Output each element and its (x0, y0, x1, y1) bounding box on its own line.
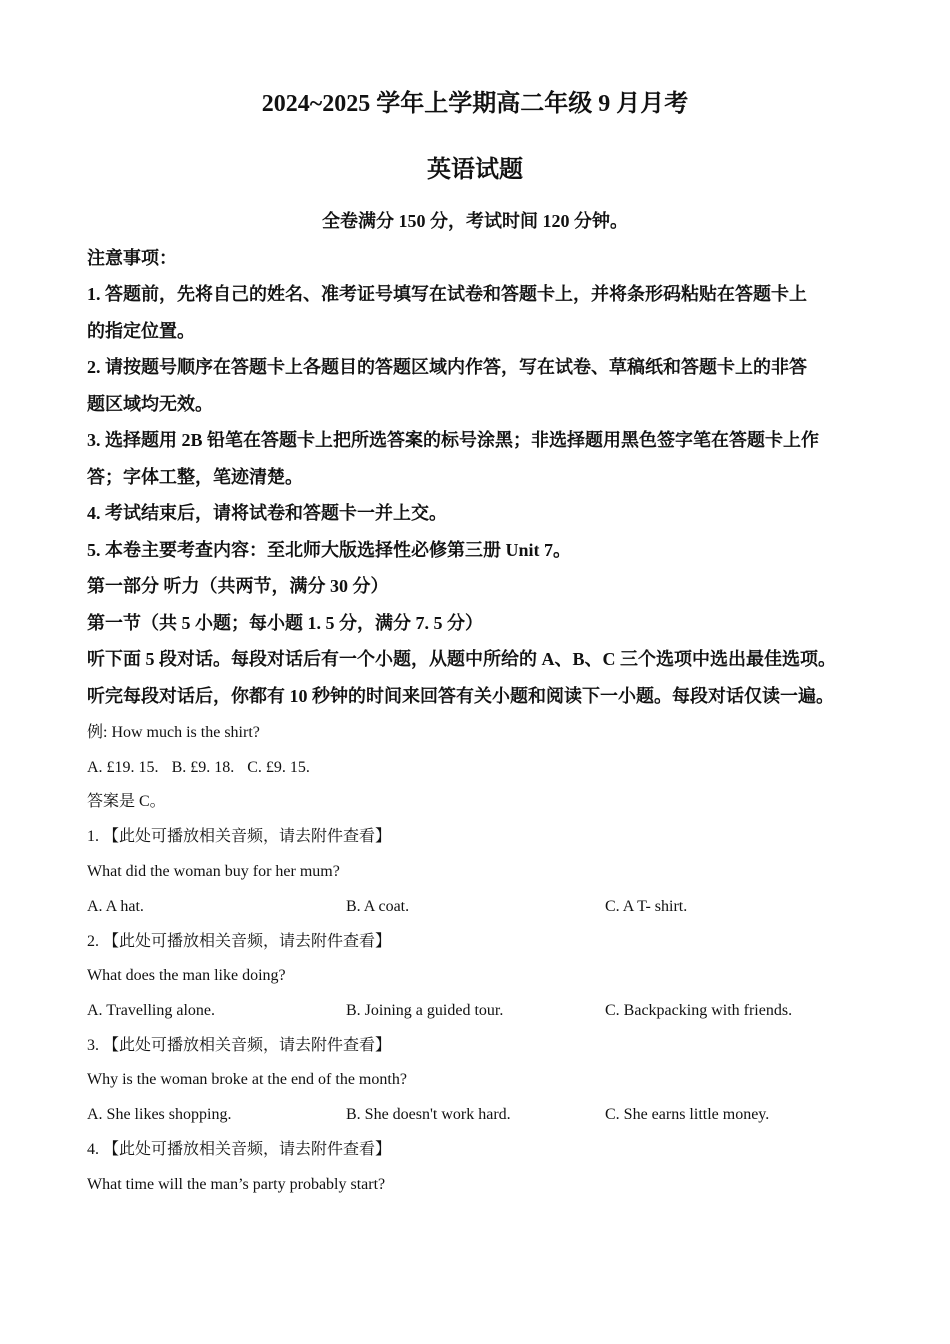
notice-item-3-line-2: 答；字体工整，笔迹清楚。 (87, 467, 303, 487)
q4-text: What time will the man’s party probably start? (87, 1176, 386, 1193)
notice-heading: 注意事项： (87, 248, 177, 268)
q3-option-a: A. She likes shopping. (87, 1106, 232, 1123)
example-option-a: A. £19. 15. (87, 759, 159, 776)
notice-item-4: 4. 考试结束后，请将试卷和答题卡一并上交。 (87, 503, 447, 523)
example-options (87, 756, 323, 780)
exam-subject: 英语试题 (427, 157, 523, 183)
example-option-c: C. £9. 15. (247, 759, 310, 776)
part1-heading: 第一部分 听力（共两节，满分 30 分） (87, 576, 389, 596)
notice-item-1-line-2: 的指定位置。 (87, 321, 195, 341)
notice-item-5: 5. 本卷主要考查内容：至北师大版选择性必修第三册 Unit 7。 (87, 540, 572, 560)
q1-audio-link[interactable]: 1. 【此处可播放相关音频，请去附件查看】 (87, 828, 392, 845)
q4-audio-link[interactable]: 4. 【此处可播放相关音频，请去附件查看】 (87, 1141, 392, 1158)
q2-option-b: B. Joining a guided tour. (346, 1002, 504, 1019)
q2-option-c: C. Backpacking with friends. (605, 1002, 793, 1019)
q3-text: Why is the woman broke at the end of the month? (87, 1071, 407, 1088)
notice-item-2-line-2: 题区域均无效。 (87, 394, 213, 414)
section1-heading: 第一节（共 5 小题；每小题 1. 5 分，满分 7. 5 分） (87, 613, 483, 633)
q3-option-c: C. She earns little money. (605, 1106, 770, 1123)
q1-option-a: A. A hat. (87, 898, 144, 915)
score-info: 全卷满分 150 分，考试时间 120 分钟。 (322, 211, 628, 231)
q1-option-b: B. A coat. (346, 898, 410, 915)
q3-option-b: B. She doesn't work hard. (346, 1106, 511, 1123)
q2-text: What does the man like doing? (87, 967, 286, 984)
notice-item-1-line-1: 1. 答题前，先将自己的姓名、准考证号填写在试卷和答题卡上，并将条形码粘贴在答题卡上 (87, 284, 807, 304)
example-option-b: B. £9. 18. (171, 759, 235, 776)
example-question: 例: How much is the shirt? (87, 724, 260, 741)
instructions-line-2: 听完每段对话后，你都有 10 秒钟的时间来回答有关小题和阅读下一小题。每段对话仅读一遍。 (87, 686, 834, 706)
q3-audio-link[interactable]: 3. 【此处可播放相关音频，请去附件查看】 (87, 1037, 392, 1054)
q2-option-a: A. Travelling alone. (87, 1002, 215, 1019)
notice-item-2-line-1: 2. 请按题号顺序在答题卡上各题目的答题区域内作答，写在试卷、草稿纸和答题卡上的非答 (87, 357, 807, 377)
q1-text: What did the woman buy for her mum? (87, 863, 340, 880)
instructions-line-1: 听下面 5 段对话。每段对话后有一个小题，从题中所给的 A、B、C 三个选项中选出最佳选项。 (87, 649, 836, 669)
example-answer: 答案是 C。 (87, 793, 166, 810)
notice-item-3-line-1: 3. 选择题用 2B 铅笔在答题卡上把所选答案的标号涂黑；非选择题用黑色签字笔在答题卡上作 (87, 430, 820, 450)
exam-title: 2024~2025 学年上学期高二年级 9 月月考 (261, 91, 689, 117)
q1-option-c: C. A T- shirt. (605, 898, 688, 915)
q2-audio-link[interactable]: 2. 【此处可播放相关音频，请去附件查看】 (87, 933, 392, 950)
